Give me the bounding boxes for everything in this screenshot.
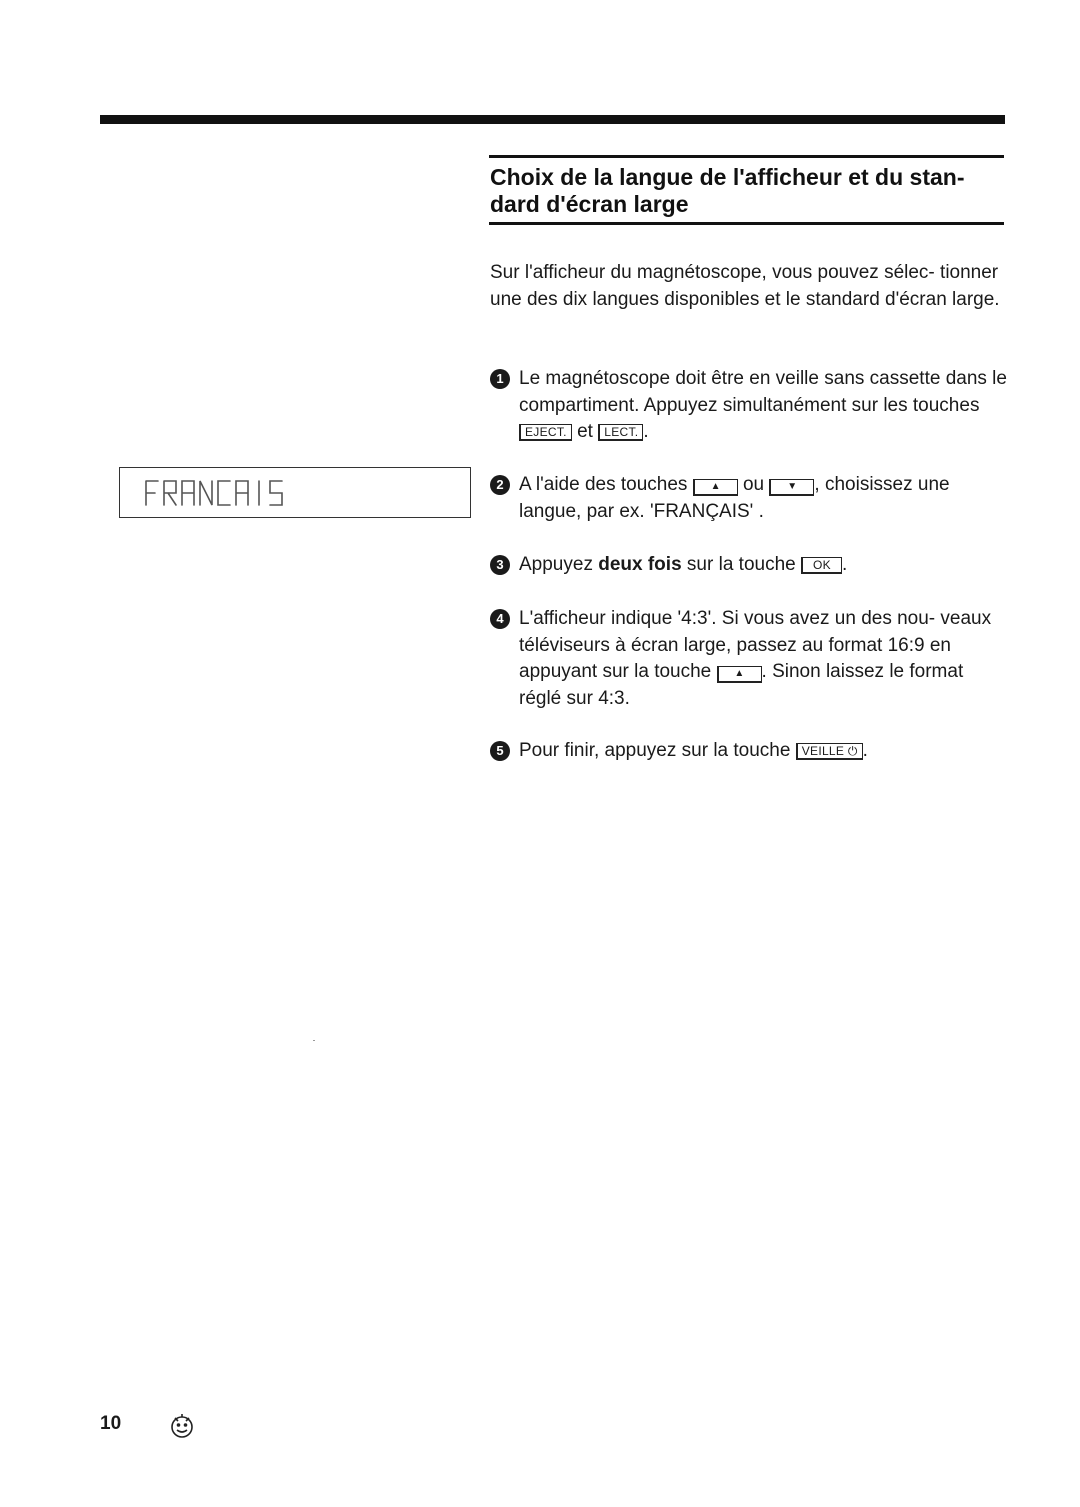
step-text-part: A l'aide des touches bbox=[519, 474, 693, 495]
step-text-part: , choisissez une langue, par ex. 'FRANÇAIS' . bbox=[519, 474, 950, 522]
title-rule-bottom bbox=[489, 222, 1004, 225]
section-title bbox=[490, 164, 1005, 218]
step-1 bbox=[490, 366, 1010, 446]
intro-paragraph: Sur l'afficheur du magnétoscope, vous pouvez sélec- tionner une des dix langues disponibles et le standard d'écran large. bbox=[490, 262, 1000, 310]
step-text-part: L'afficheur indique '4:3'. Si vous avez un des nou- veaux téléviseurs à écran large, passez au format 16:9 en appuyant sur la touche bbox=[519, 608, 992, 682]
page-number: 10 bbox=[100, 1413, 122, 1434]
step-text bbox=[519, 366, 1010, 446]
step-text-part: . bbox=[841, 554, 848, 575]
step-number-badge: 4 bbox=[490, 609, 510, 629]
lect-key-icon: LECT. bbox=[598, 424, 643, 441]
title-rule-top bbox=[489, 155, 1004, 158]
top-rule bbox=[100, 115, 1005, 124]
title-line-1: Choix de la langue de l'afficheur et du stan- bbox=[490, 164, 965, 190]
step-number-badge: 2 bbox=[490, 475, 510, 495]
veille-standby-key-icon: VEILLE ⏻ bbox=[796, 743, 863, 760]
step-text-part: Le magnétoscope doit être en veille sans cassette dans le compartiment. Appuyez simultanément sur les touches bbox=[519, 368, 1007, 416]
up-arrow-key-icon: ▲ bbox=[717, 666, 762, 683]
step-text-part: . bbox=[643, 421, 649, 442]
step-text bbox=[519, 552, 1010, 579]
title-line-2: dard d'écran large bbox=[490, 191, 689, 217]
step-3 bbox=[490, 552, 1010, 579]
lcd-readout-francais bbox=[142, 479, 302, 507]
step-text-emphasis: deux fois bbox=[598, 554, 682, 575]
step-text-part: . Sinon laissez le format réglé sur 4:3. bbox=[519, 661, 964, 709]
step-number-badge: 3 bbox=[490, 555, 510, 575]
language-face-icon bbox=[166, 1410, 198, 1447]
ok-key-icon: OK bbox=[801, 557, 842, 574]
lcd-display-panel bbox=[119, 467, 471, 518]
step-text-part: Pour finir, appuyez sur la touche bbox=[519, 740, 796, 761]
step-4 bbox=[490, 606, 1010, 712]
step-text bbox=[519, 472, 1010, 525]
step-2 bbox=[490, 472, 1010, 525]
step-text-part: ou bbox=[737, 474, 770, 495]
up-arrow-key-icon: ▲ bbox=[693, 479, 738, 496]
step-text-part: Appuyez bbox=[519, 554, 599, 575]
step-text bbox=[519, 606, 1010, 712]
eject-key-icon: EJECT. bbox=[519, 424, 572, 441]
step-number-badge: 5 bbox=[490, 741, 510, 761]
step-text-part: et bbox=[571, 421, 599, 442]
down-arrow-key-icon: ▼ bbox=[769, 479, 814, 496]
step-text bbox=[519, 738, 1010, 765]
step-5 bbox=[490, 738, 1010, 765]
step-text-part: sur la touche bbox=[681, 554, 801, 575]
step-number-badge: 1 bbox=[490, 369, 510, 389]
stray-dot bbox=[313, 1040, 315, 1041]
step-text-part: . bbox=[862, 740, 868, 761]
